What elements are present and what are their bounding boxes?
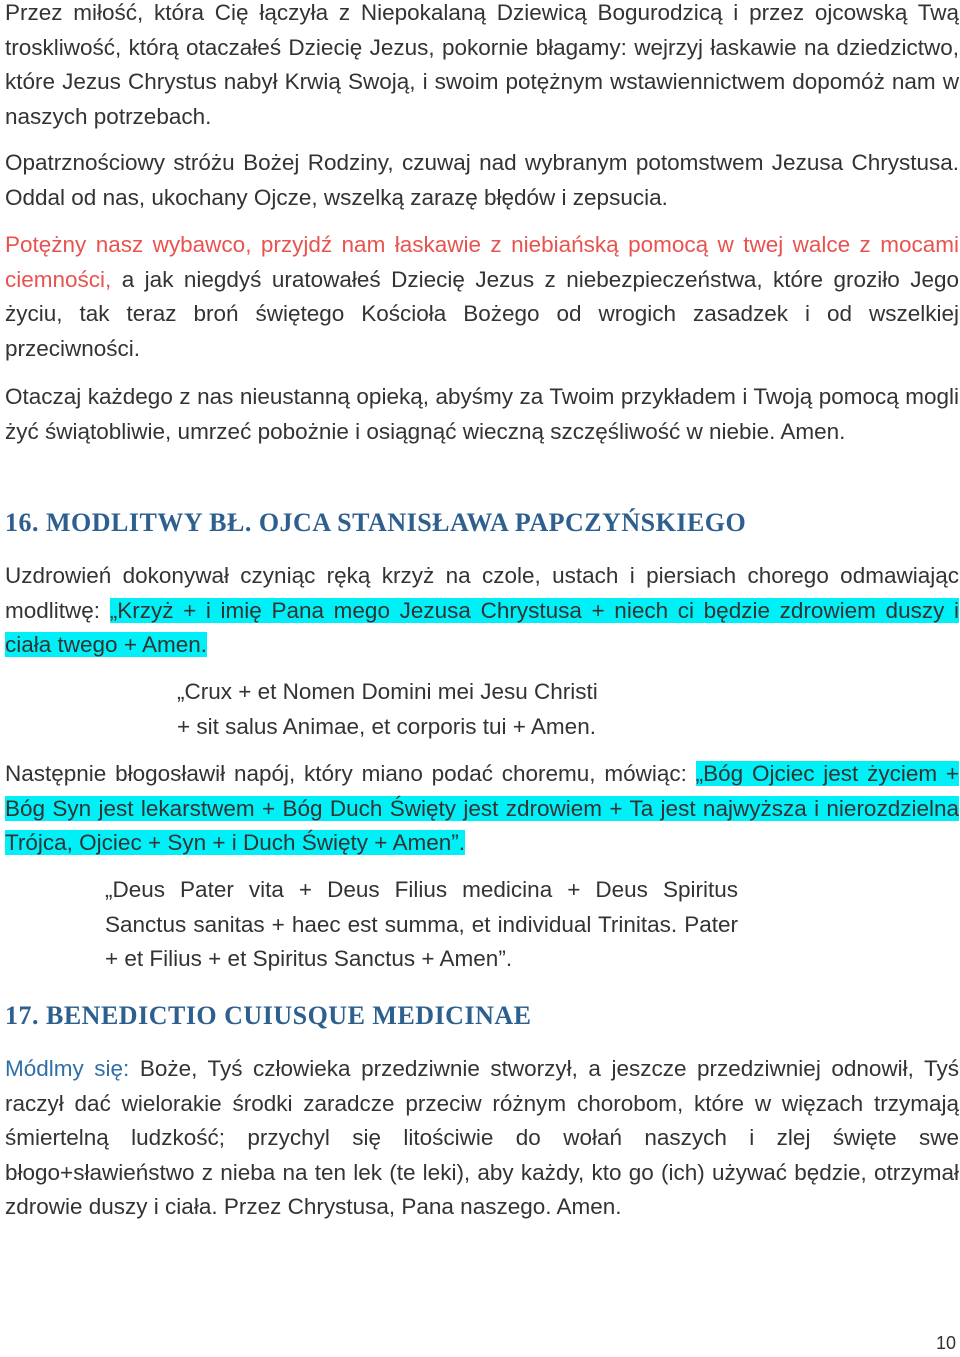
paragraph-blessing-plain: Następnie błogosławił napój, który miano podać choremu, mówiąc: <box>5 761 696 786</box>
section-heading-16: 16. MODLITWY BŁ. OJCA STANISŁAWA PAPCZYŃSKIEGO <box>5 508 747 537</box>
page-number: 10 <box>935 1333 956 1353</box>
paragraph-guardian: Opatrznościowy stróżu Bożej Rodziny, czuwaj nad wybranym potomstwem Jezusa Chrystusa. Oddal od nas, ukochany Ojcze, wszelką zarazę błędów i zepsucia. <box>5 150 959 210</box>
latin-prayer-1 <box>177 675 598 744</box>
paragraph-prayer-love: Przez miłość, która Cię łączyła z Niepokalaną Dziewicą Bogurodzicą i przez ojcowską Twą troskliwość, którą otaczałeś Dziecię Jezus, pokornie błagamy: wejrzyj łaskawie na dziedzictwo, które Jezus Chrystus nabył Krwią Swoją, i swoim potężnym wstawiennictwem dopomóż nam w naszych potrzebach. <box>5 0 959 129</box>
paragraph-healing <box>5 559 959 663</box>
paragraph-protection: Otaczaj każdego z nas nieustanną opieką, abyśmy za Twoim przykładem i Twoją pomocą mogli żyć świątobliwie, umrzeć pobożnie i osiągnąć wieczną szczęśliwość w niebie. Amen. <box>5 384 959 444</box>
highlighted-prayer-polish: „Krzyż + i imię Pana mego Jezusa Chrystusa + niech ci będzie zdrowiem duszy i ciała twego + Amen. <box>5 597 959 658</box>
red-text-savior: Potężny nasz wybawco, przyjdź nam łaskawie z niebiańską pomocą w twej walce z mocami ciemności, <box>5 232 959 292</box>
paragraph-medicine-blessing <box>5 1052 959 1225</box>
paragraph-savior <box>5 228 959 366</box>
highlighted-blessing-polish: „Bóg Ojciec jest życiem + Bóg Syn jest lekarstwem + Bóg Duch Święty jest zdrowiem + Ta jest najwyższa i nierozdzielna Trójca, Ojciec + Syn + i Duch Święty + Amen”. <box>5 761 960 856</box>
latin-prayer-2: „Deus Pater vita + Deus Filius medicina + Deus Spiritus Sanctus sanitas + haec est summa, et individual Trinitas. Pater + et Filius + et Spiritus Sanctus + Amen”. <box>105 877 738 972</box>
paragraph-blessing-drink <box>5 757 959 861</box>
paragraph-healing-plain: Uzdrowień dokonywał czyniąc ręką krzyż na czole, ustach i piersiach chorego odmawiając modlitwę: <box>5 563 959 623</box>
latin-prayer-1-line-1: „Crux + et Nomen Domini mei Jesu Christi <box>177 679 598 704</box>
lets-pray-label: Módlmy się: <box>5 1056 130 1081</box>
latin-prayer-1-line-2: + sit salus Animae, et corporis tui + Amen. <box>177 713 596 739</box>
paragraph-savior-rest: a jak niegdyś uratowałeś Dziecię Jezus z niebezpieczeństwa, które groziło Jego życiu, tak teraz broń świętego Kościoła Bożego od wrogich zasadzek i od wszelkiej przeciwności. <box>5 266 959 361</box>
paragraph-medicine-rest: Boże, Tyś człowieka przedziwnie stworzył, a jeszcze przedziwniej odnowił, Tyś raczył dać wielorakie środki zaradcze przeciw różnym chorobom, które w więzach trzymają śmiertelną ludzkość; przychyl się litościwie do wołań naszych i zlej święte swe błogo+sławieństwo z nieba na ten lek (te leki), aby każdy, kto go (ich) używać będzie, otrzymał zdrowie duszy i ciała. Przez Chrystusa, Pana naszego. Amen. <box>5 1056 960 1220</box>
section-heading-17: 17. BENEDICTIO CUIUSQUE MEDICINAE <box>5 1001 532 1030</box>
